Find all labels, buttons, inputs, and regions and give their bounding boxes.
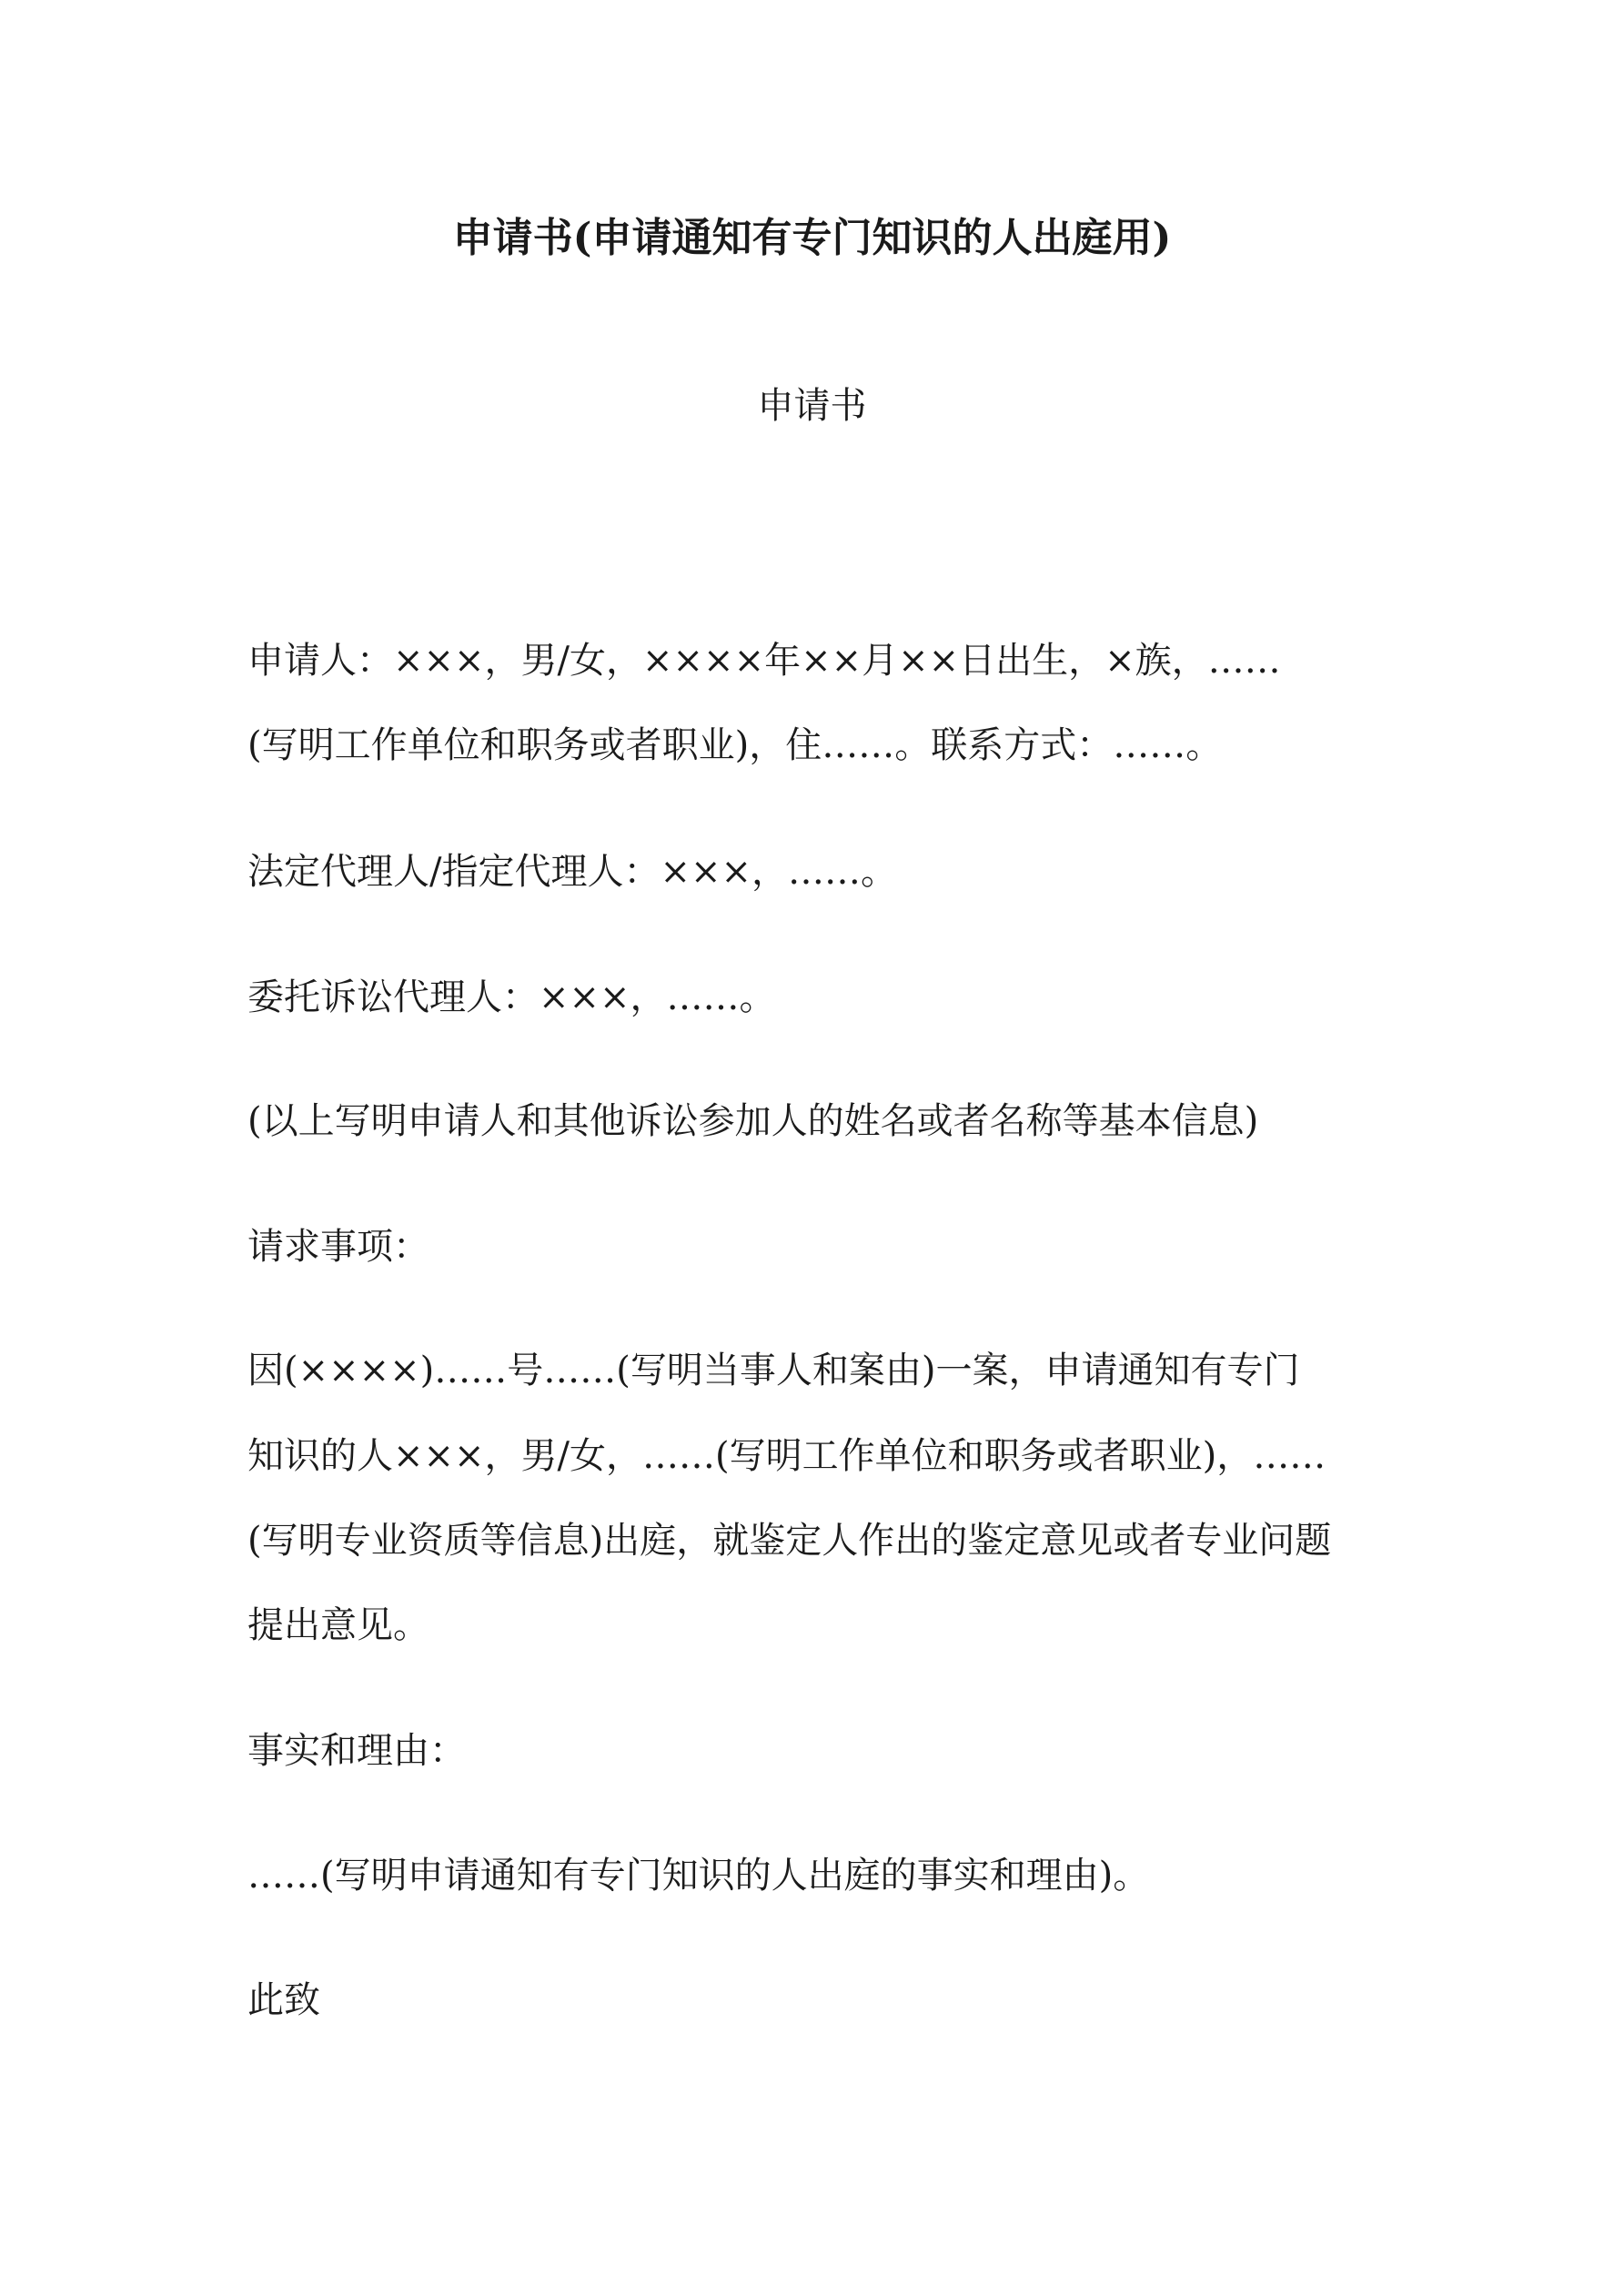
applicant-info-line-1: 申请人：×××，男/女，××××年××月××日出生，×族，……	[247, 640, 1281, 682]
document-subtitle: 申请书	[757, 385, 867, 427]
request-body-line-3: (写明专业资质等信息)出庭，就鉴定人作出的鉴定意见或者专业问题	[247, 1520, 1332, 1562]
facts-heading: 事实和理由：	[247, 1730, 466, 1772]
request-body-line-1: 因(××××)……号……(写明当事人和案由)一案，申请通知有专门	[247, 1350, 1300, 1391]
document-title: 申请书(申请通知有专门知识的人出庭用)	[452, 215, 1172, 261]
closing-salutation: 此致	[247, 1979, 320, 2021]
applicant-info-line-2: (写明工作单位和职务或者职业)，住……。联系方式：……。	[247, 724, 1223, 766]
legal-agent-line: 法定代理人/指定代理人：×××，……。	[247, 851, 898, 893]
request-body-line-2: 知识的人×××，男/女，……(写明工作单位和职务或者职业)，……	[247, 1435, 1326, 1477]
party-info-note: (以上写明申请人和其他诉讼参加人的姓名或者名称等基本信息)	[247, 1100, 1259, 1142]
request-heading: 请求事项：	[247, 1226, 429, 1268]
request-body-line-4: 提出意见。	[247, 1604, 429, 1646]
entrusted-agent-line: 委托诉讼代理人：×××，……。	[247, 976, 776, 1018]
facts-body: ……(写明申请通知有专门知识的人出庭的事实和理由)。	[247, 1855, 1150, 1896]
